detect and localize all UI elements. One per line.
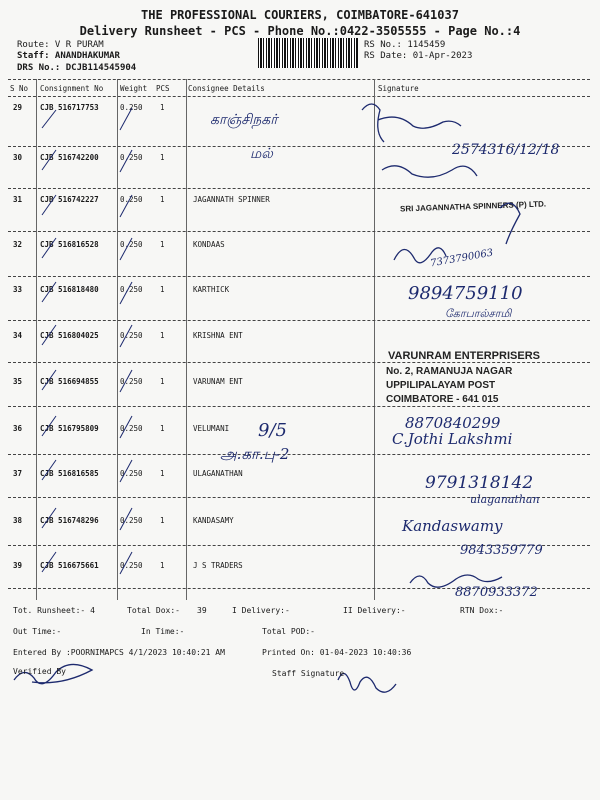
route-label: Route: V R PURAM bbox=[17, 40, 104, 50]
row-consignee: KRISHNA ENT bbox=[193, 331, 243, 340]
out-time: Out Time:- bbox=[13, 627, 62, 636]
company-title: THE PROFESSIONAL COURIERS, COIMBATORE-641037 bbox=[141, 8, 459, 22]
handwritten-name-37: ulaganathan bbox=[470, 493, 540, 506]
row-weight: 0.250 bbox=[120, 516, 143, 525]
row-sno: 34 bbox=[13, 331, 23, 340]
handwritten-name-38: Kandaswamy bbox=[402, 517, 503, 535]
handwritten-phone-36: 8870840299 bbox=[405, 414, 501, 432]
staff-label: Staff: ANANDHAKUMAR bbox=[17, 51, 120, 61]
i-delivery: I Delivery:- bbox=[232, 606, 290, 615]
row-weight: 0.250 bbox=[120, 153, 143, 162]
row-weight: 0.250 bbox=[120, 240, 143, 249]
handwritten-name-36: C.Jothi Lakshmi bbox=[392, 430, 513, 448]
row-sno: 39 bbox=[13, 561, 23, 570]
handwritten-note-36b: அ.கா.பு-2 bbox=[220, 445, 290, 463]
stamp-varunram-4: COIMBATORE - 641 015 bbox=[386, 394, 499, 405]
row-pcs: 1 bbox=[160, 285, 165, 294]
row-consignee: J S TRADERS bbox=[193, 561, 243, 570]
stamp-varunram-3: UPPILIPALAYAM POST bbox=[386, 380, 496, 391]
row-sno: 37 bbox=[13, 469, 23, 478]
handwritten-name-29: காஞ்சிநகர் bbox=[210, 112, 278, 128]
printed-on: Printed On: 01-04-2023 10:40:36 bbox=[262, 648, 412, 657]
row-consignment: CJB 516816528 bbox=[40, 240, 99, 249]
handwritten-phone-38: 9843359779 bbox=[460, 543, 543, 558]
handwritten-phone-37: 9791318142 bbox=[425, 473, 534, 493]
col-pcs: PCS bbox=[156, 84, 170, 93]
handwritten-note-36a: 9/5 bbox=[258, 420, 287, 441]
row-pcs: 1 bbox=[160, 424, 165, 433]
row-sno: 29 bbox=[13, 103, 23, 112]
stamp-varunram-2: No. 2, RAMANUJA NAGAR bbox=[386, 366, 513, 377]
row-pcs: 1 bbox=[160, 469, 165, 478]
row-sno: 38 bbox=[13, 516, 23, 525]
row-pcs: 1 bbox=[160, 331, 165, 340]
handwritten-name-33: கோபால்சாமி bbox=[445, 307, 512, 320]
row-pcs: 1 bbox=[160, 516, 165, 525]
row-consignee: VELUMANI bbox=[193, 424, 230, 433]
tot-runsheet: Tot. Runsheet:- 4 bbox=[13, 606, 95, 615]
rtn-dox: RTN Dox:- bbox=[460, 606, 504, 615]
row-pcs: 1 bbox=[160, 561, 165, 570]
row-weight: 0.250 bbox=[120, 285, 143, 294]
handwritten-phone-39: 8870933372 bbox=[455, 585, 538, 600]
verified-by: Verified By bbox=[13, 667, 66, 676]
handwritten-note-30: 2574316/12/18 bbox=[452, 142, 560, 158]
row-sno: 32 bbox=[13, 240, 23, 249]
row-pcs: 1 bbox=[160, 153, 165, 162]
row-sno: 35 bbox=[13, 377, 23, 386]
row-pcs: 1 bbox=[160, 195, 165, 204]
row-consignee: JAGANNATH SPINNER bbox=[193, 195, 270, 204]
row-consignee: KONDAAS bbox=[193, 240, 225, 249]
row-sno: 33 bbox=[13, 285, 23, 294]
in-time: In Time:- bbox=[141, 627, 185, 636]
col-signature: Signature bbox=[378, 84, 419, 93]
ii-delivery: II Delivery:- bbox=[343, 606, 406, 615]
row-consignment: CJB 516742227 bbox=[40, 195, 99, 204]
row-weight: 0.250 bbox=[120, 331, 143, 340]
runsheet-subtitle: Delivery Runsheet - PCS - Phone No.:0422-3505555 - Page No.:4 bbox=[79, 24, 521, 38]
row-sno: 36 bbox=[13, 424, 23, 433]
handwritten-phone-32: 7373790063 bbox=[429, 247, 495, 270]
row-consignment: CJB 516818480 bbox=[40, 285, 99, 294]
row-consignment: CJB 516675661 bbox=[40, 561, 99, 570]
row-consignment: CJB 516804025 bbox=[40, 331, 99, 340]
row-pcs: 1 bbox=[160, 103, 165, 112]
row-consignment: CJB 516742200 bbox=[40, 153, 99, 162]
row-weight: 0.250 bbox=[120, 103, 143, 112]
stamp-jagannatha: SRI JAGANNATHA SPINNERS (P) LTD. bbox=[399, 199, 547, 214]
row-consignee: ULAGANATHAN bbox=[193, 469, 243, 478]
drs-number: DRS No.: DCJB114545904 bbox=[17, 63, 137, 73]
entered-by: Entered By :POORNIMAPCS 4/1/2023 10:40:21 AM bbox=[13, 648, 225, 657]
row-pcs: 1 bbox=[160, 377, 165, 386]
handwritten-name-30: மல் bbox=[250, 146, 273, 162]
col-sno: S No bbox=[10, 84, 29, 93]
row-consignment: CJB 516795809 bbox=[40, 424, 99, 433]
row-consignee: KANDASAMY bbox=[193, 516, 234, 525]
rs-date: RS Date: 01-Apr-2023 bbox=[364, 51, 473, 61]
row-weight: 0.250 bbox=[120, 561, 143, 570]
row-weight: 0.250 bbox=[120, 377, 143, 386]
rs-number: RS No.: 1145459 bbox=[364, 40, 446, 50]
row-weight: 0.250 bbox=[120, 424, 143, 433]
handwritten-phone-33: 9894759110 bbox=[408, 283, 523, 304]
row-consignment: CJB 516717753 bbox=[40, 103, 99, 112]
row-sno: 31 bbox=[13, 195, 23, 204]
row-consignment: CJB 516694855 bbox=[40, 377, 99, 386]
row-consignment: CJB 516816585 bbox=[40, 469, 99, 478]
row-sno: 30 bbox=[13, 153, 23, 162]
row-pcs: 1 bbox=[160, 240, 165, 249]
col-consignee: Consignee Details bbox=[188, 84, 265, 93]
row-consignment: CJB 516748296 bbox=[40, 516, 99, 525]
row-consignee: VARUNAM ENT bbox=[193, 377, 243, 386]
total-dox-label: Total Dox:- bbox=[127, 606, 180, 615]
row-weight: 0.250 bbox=[120, 469, 143, 478]
stamp-varunram-1: VARUNRAM ENTERPRISERS bbox=[388, 350, 540, 362]
col-weight: Weight bbox=[120, 84, 148, 93]
total-dox-value: 39 bbox=[197, 606, 207, 615]
staff-signature: Staff Signature bbox=[272, 669, 345, 678]
col-consignment: Consignment No bbox=[40, 84, 104, 93]
row-consignee: KARTHICK bbox=[193, 285, 230, 294]
total-pod: Total POD:- bbox=[262, 627, 315, 636]
row-weight: 0.250 bbox=[120, 195, 143, 204]
